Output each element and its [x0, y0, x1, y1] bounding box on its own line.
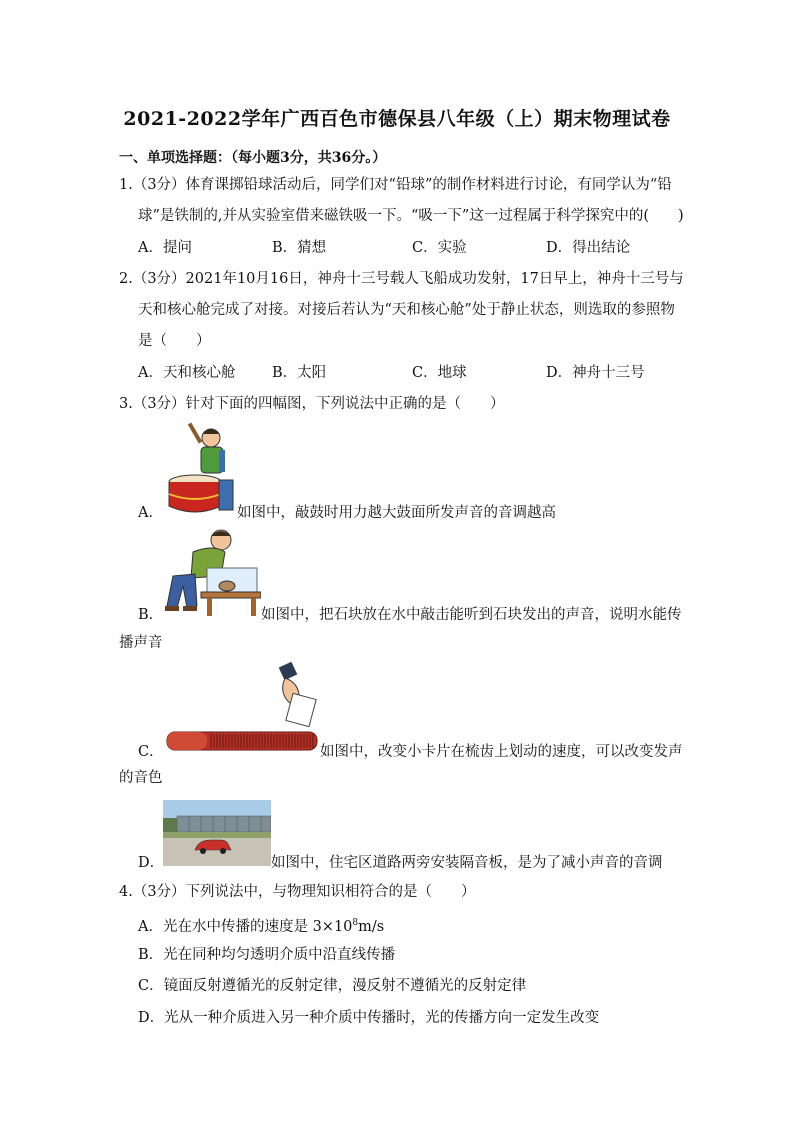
q4-option-b[interactable]: B．光在同种均匀透明介质中沿直线传播 [138, 947, 396, 963]
q4-option-a-exponent: 8 [352, 918, 359, 928]
q3-option-d-label[interactable]: D． [138, 855, 165, 871]
q4-option-a-text: A．光在水中传播的速度是 3×10 [138, 918, 353, 935]
q3-option-a-text: 如图中，敲鼓时用力越大鼓面所发声音的音调越高 [237, 505, 556, 521]
q1-line-2: 球”是铁制的,并从实验室借来磁铁吸一下。“吸一下”这一过程属于科学探究中的( ) [138, 208, 684, 224]
q1-option-c[interactable]: C．实验 [412, 240, 467, 256]
page-title: 2021-2022学年广西百色市德保县八年级（上）期末物理试卷 [123, 108, 671, 130]
q2-option-d[interactable]: D．神舟十三号 [546, 365, 645, 381]
drum-player-illustration [163, 420, 239, 520]
q3-option-b-text-1: 如图中，把石块放在水中敲击能听到石块发出的声音，说明水能传 [261, 607, 682, 623]
q3-option-c-label[interactable]: C． [138, 744, 164, 760]
q1-option-d[interactable]: D．得出结论 [546, 240, 631, 256]
q3-option-d-text: 如图中，住宅区道路两旁安装隔音板，是为了减小声音的音调 [271, 855, 663, 871]
q2-option-c[interactable]: C．地球 [412, 365, 467, 381]
q4-option-d[interactable]: D．光从一种介质进入另一种介质中传播时，光的传播方向一定发生改变 [138, 1010, 600, 1026]
q4-stem: 4.（3分）下列说法中，与物理知识相符合的是（ ） [119, 884, 476, 900]
q2-line-3: 是（ ） [138, 333, 211, 349]
q1-option-b[interactable]: B．猜想 [272, 240, 327, 256]
q3-option-b-label[interactable]: B． [138, 607, 164, 623]
q1-line-1: 1.（3分）体育课掷铅球活动后，同学们对“铅球”的制作材料进行讨论，有同学认为“铅 [119, 177, 672, 193]
q2-line-2: 天和核心舱完成了对接。对接后若认为“天和核心舱”处于静止状态，则选取的参照物 [138, 302, 675, 318]
q3-option-a-label[interactable]: A． [138, 505, 163, 521]
q2-option-a[interactable]: A．天和核心舱 [138, 365, 236, 381]
q3-option-b-text-2: 播声音 [119, 635, 163, 651]
noise-barrier-photo [163, 800, 271, 866]
stone-in-water-illustration [163, 528, 261, 618]
section-heading: 一、单项选择题：（每小题3分，共36分。） [119, 150, 387, 166]
q4-option-a-unit: m/s [358, 918, 385, 935]
q3-option-c-text-2: 的音色 [119, 770, 163, 786]
comb-and-card-illustration [163, 660, 321, 754]
q4-option-c[interactable]: C．镜面反射遵循光的反射定律，漫反射不遵循光的反射定律 [138, 978, 527, 994]
q4-option-a[interactable] [138, 913, 384, 937]
q2-option-b[interactable]: B．太阳 [272, 365, 327, 381]
q2-line-1: 2.（3分）2021年10月16日，神舟十三号载人飞船成功发射，17日早上，神舟十三号与 [119, 271, 684, 287]
q3-stem: 3.（3分）针对下面的四幅图，下列说法中正确的是（ ） [119, 396, 505, 412]
q3-option-c-text-1: 如图中，改变小卡片在梳齿上划动的速度，可以改变发声 [320, 744, 683, 760]
q1-option-a[interactable]: A．提问 [138, 240, 192, 256]
